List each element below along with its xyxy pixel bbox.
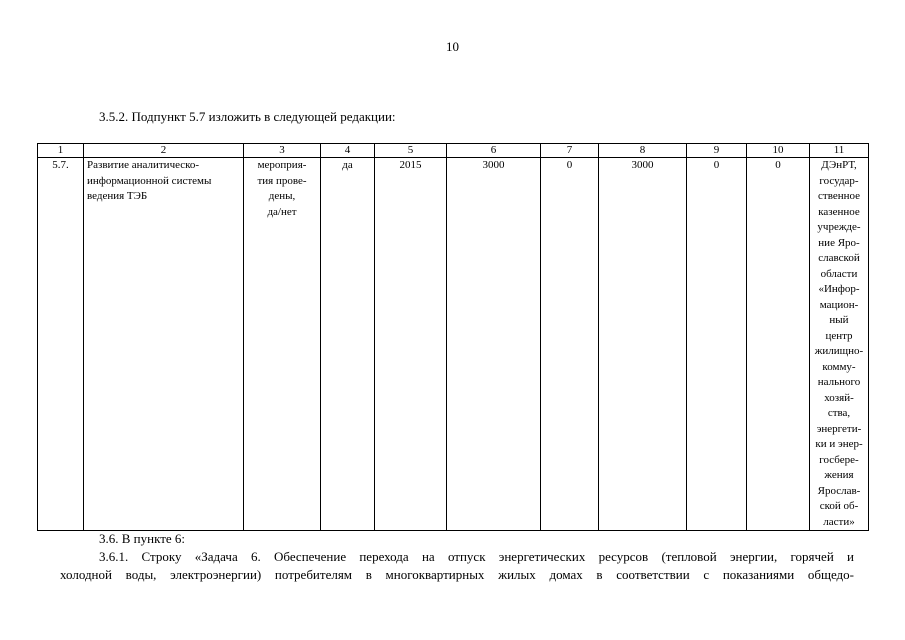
header-col-7: 7 bbox=[541, 144, 599, 158]
executor-line: области bbox=[820, 267, 858, 280]
executor-line: жения bbox=[824, 469, 854, 481]
header-col-1: 1 bbox=[38, 144, 84, 158]
col-10-cell: 0 bbox=[747, 158, 810, 531]
executor-line: госбере- bbox=[819, 453, 859, 466]
executor-line: ки и энер- bbox=[815, 438, 863, 450]
header-col-5: 5 bbox=[375, 144, 447, 158]
executor-line: учрежде- bbox=[817, 221, 861, 233]
col-4-cell: да bbox=[321, 158, 375, 531]
header-col-10: 10 bbox=[747, 144, 810, 158]
col-9-cell: 0 bbox=[687, 158, 747, 531]
executor-line: государ- bbox=[819, 174, 859, 187]
intro-paragraph: 3.5.2. Подпункт 5.7 изложить в следующей редакции: bbox=[99, 109, 396, 124]
col-7-cell: 0 bbox=[541, 158, 599, 531]
executor-line: нального bbox=[817, 376, 861, 388]
executor-line: ласти» bbox=[823, 515, 855, 528]
header-col-2: 2 bbox=[84, 144, 244, 158]
unit-line: тия прове- bbox=[257, 174, 307, 187]
executor-line: центр bbox=[825, 329, 853, 342]
executor-line: ства, bbox=[827, 407, 851, 419]
section-3-6-1-paragraph bbox=[60, 548, 854, 584]
executor-line: энергети- bbox=[816, 422, 862, 435]
executor-line: ние Яро- bbox=[818, 236, 860, 249]
unit-line: дены, bbox=[268, 190, 296, 202]
measure-name-cell bbox=[84, 158, 244, 531]
unit-line: да/нет bbox=[267, 205, 297, 218]
unit-line: мероприя- bbox=[257, 159, 307, 171]
executor-cell bbox=[810, 158, 869, 531]
executor-line: ственное bbox=[818, 190, 860, 202]
paragraph-line-1: 3.6.1. Строку «Задача 6. Обеспечение перехода на отпуск энергетических ресурсов (тепловой энергии, горячей и bbox=[99, 549, 854, 564]
col-8-cell: 3000 bbox=[599, 158, 687, 531]
measure-name-line: Развитие аналитическо- bbox=[87, 159, 200, 171]
col-6-cell: 3000 bbox=[447, 158, 541, 531]
program-table bbox=[37, 143, 869, 531]
executor-line: комму- bbox=[822, 360, 856, 373]
header-col-11: 11 bbox=[810, 144, 869, 158]
unit-cell bbox=[244, 158, 321, 531]
table-header-row bbox=[38, 144, 869, 158]
executor-line: славской bbox=[818, 252, 860, 264]
executor-line: казенное bbox=[818, 205, 860, 218]
header-col-3: 3 bbox=[244, 144, 321, 158]
table-row bbox=[38, 158, 869, 531]
executor-line: Ярослав- bbox=[817, 484, 861, 497]
header-col-9: 9 bbox=[687, 144, 747, 158]
measure-name-line: информационной системы bbox=[87, 174, 212, 187]
row-number-cell: 5.7. bbox=[38, 158, 84, 531]
col-5-cell: 2015 bbox=[375, 158, 447, 531]
header-col-6: 6 bbox=[447, 144, 541, 158]
section-3-6-heading: 3.6. В пункте 6: bbox=[99, 531, 186, 546]
executor-line: «Инфор- bbox=[818, 283, 860, 295]
header-col-4: 4 bbox=[321, 144, 375, 158]
executor-line: хозяй- bbox=[824, 391, 854, 404]
executor-line: жилищно- bbox=[814, 345, 864, 357]
header-col-8: 8 bbox=[599, 144, 687, 158]
executor-line: ДЭнРТ, bbox=[821, 159, 857, 171]
paragraph-line-2: холодной воды, электроэнергии) потребителям в многоквартирных жилых домах в соответствии с показаниями общедо- bbox=[60, 567, 854, 582]
executor-line: мацион- bbox=[819, 298, 859, 311]
page-number: 10 bbox=[446, 39, 459, 54]
executor-line: ный bbox=[829, 314, 849, 326]
measure-name-line: ведения ТЭБ bbox=[87, 190, 148, 202]
executor-line: ской об- bbox=[819, 500, 859, 512]
